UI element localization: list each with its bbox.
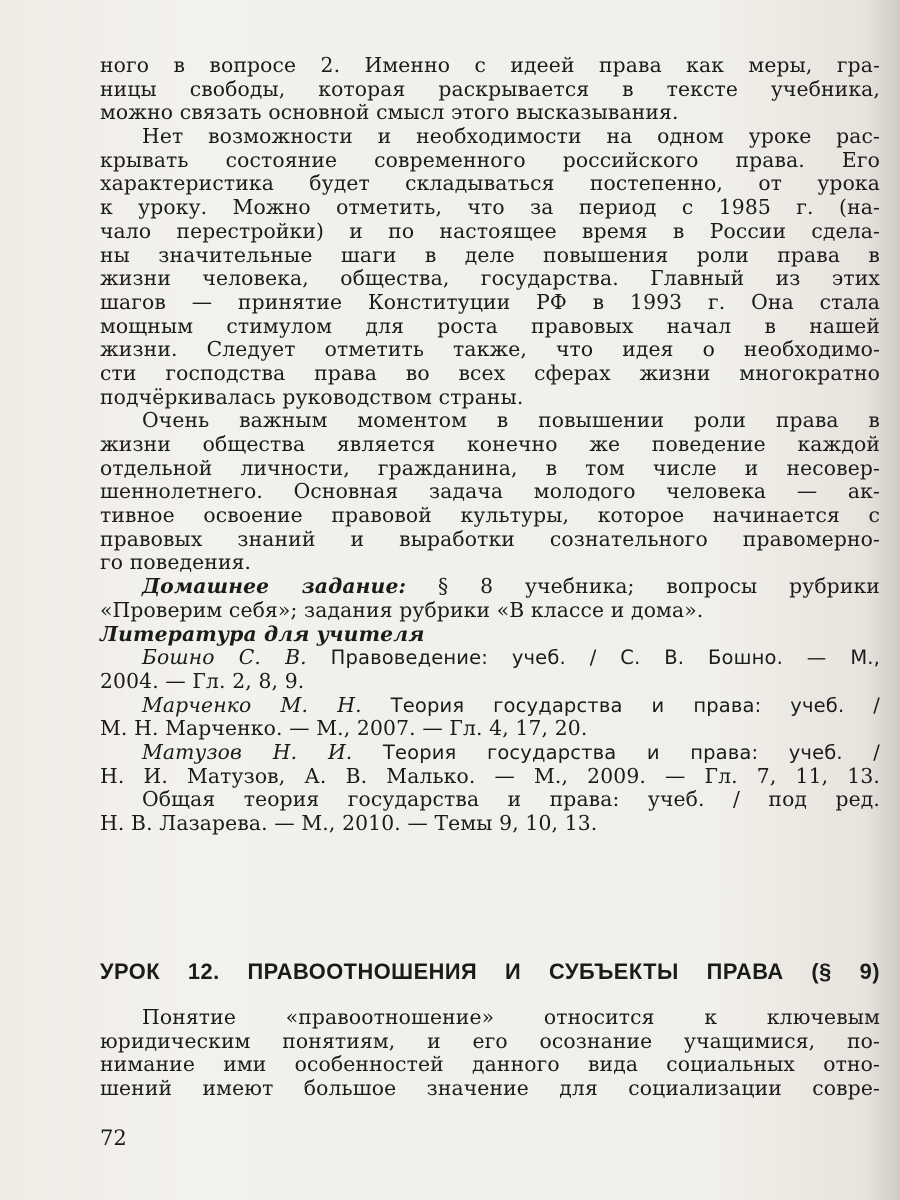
literature-title: Теория государства и права: учеб. / xyxy=(352,740,881,764)
homework-label: Домашнее задание: xyxy=(142,574,407,599)
text-line: отдельной личности, гражданина, в том числе и несовер- xyxy=(100,455,880,480)
text-line: мощным стимулом для роста правовых начал в нашей xyxy=(100,313,880,338)
text-line: шений имеют большое значение для социализации совре- xyxy=(100,1076,880,1101)
homework-line: «Проверим себя»; задания рубрики «В классе и дома». xyxy=(100,597,704,622)
text-line: характеристика будет складываться постепенно, от урока xyxy=(100,171,880,196)
homework-text: § 8 учебника; вопросы рубрики xyxy=(406,574,880,599)
literature-author: Марченко М. Н. xyxy=(142,692,362,717)
text-line: юридическим понятиям, и его осознание учащимися, по- xyxy=(100,1028,880,1053)
text-line: Очень важным моментом в повышении роли права в xyxy=(142,408,880,433)
text-line: тивное освоение правовой культуры, которое начинается с xyxy=(100,503,880,528)
literature-line xyxy=(100,741,880,765)
lesson-intro xyxy=(100,1006,880,1101)
text-line: Понятие «правоотношение» относится к ключевым xyxy=(142,1005,880,1029)
paragraph-2 xyxy=(100,125,880,409)
literature-heading-text: Литература для учителя xyxy=(100,621,425,646)
text-line: го поведения. xyxy=(100,550,252,575)
literature-item xyxy=(100,788,880,835)
literature-title: Правоведение: учеб. / С. В. Бошно. — М., xyxy=(306,646,880,670)
text-line: шагов — принятие Конституции РФ в 1993 г. Она стала xyxy=(100,289,880,314)
main-text xyxy=(100,54,880,836)
page-number: 72 xyxy=(100,1126,127,1150)
text-line: ны значительные шаги в деле повышения роли права в xyxy=(100,242,880,267)
literature-item xyxy=(100,741,880,788)
literature-line xyxy=(100,694,880,718)
paragraph-3 xyxy=(100,409,880,575)
literature-heading xyxy=(100,623,880,647)
literature-line: Н. В. Лазарева. — М., 2010. — Темы 9, 10, 13. xyxy=(100,811,598,835)
lesson-heading: УРОК 12. ПРАВООТНОШЕНИЯ И СУБЪЕКТЫ ПРАВА (§ 9) xyxy=(100,959,880,984)
paragraph-1 xyxy=(100,54,880,125)
text-line: правовых знаний и выработки сознательного правомерно- xyxy=(100,526,880,551)
text-line: жизни общества является конечно же поведение каждой xyxy=(100,432,880,456)
text-line: подчёркивалась руководством страны. xyxy=(100,384,524,409)
text-line: шеннолетнего. Основная задача молодого человека — ак- xyxy=(100,479,880,504)
text-line: Нет возможности и необходимости на одном уроке рас- xyxy=(142,124,880,149)
literature xyxy=(100,623,880,836)
text-line: чало перестройки) и по настоящее время в России сдела- xyxy=(100,218,880,243)
text-line: к уроку. Можно отметить, что за период с 1985 г. (на- xyxy=(100,195,880,220)
literature-line: 2004. — Гл. 2, 8, 9. xyxy=(100,668,305,693)
literature-item xyxy=(100,646,880,693)
literature-line: Общая теория государства и права: учеб. / под ред. xyxy=(142,787,880,812)
literature-line: М. Н. Марченко. — М., 2007. — Гл. 4, 17, 20. xyxy=(100,716,588,741)
literature-author: Бошно С. В. xyxy=(142,645,307,670)
text-line: сти господства права во всех сферах жизни многократно xyxy=(100,360,880,385)
text-line: нимание ими особенностей данного вида социальных отно- xyxy=(100,1052,880,1077)
literature-title: Теория государства и права: учеб. / xyxy=(361,693,881,717)
text-line: ницы свободы, которая раскрывается в тексте учебника, xyxy=(100,76,880,101)
literature-line: Н. И. Матузов, А. В. Малько. — М., 2009. — Гл. 7, 11, 13. xyxy=(100,763,880,788)
homework xyxy=(100,575,880,622)
literature-item xyxy=(100,694,880,741)
homework-line xyxy=(100,575,880,599)
text-line: крывать состояние современного российского права. Его xyxy=(100,147,880,172)
text-line: ного в вопросе 2. Именно с идеей права как меры, гра- xyxy=(100,53,880,77)
text-line: жизни. Следует отметить также, что идея о необходимо- xyxy=(100,337,880,362)
literature-author: Матузов Н. И. xyxy=(142,739,353,764)
text-line: можно связать основной смысл этого высказывания. xyxy=(100,100,679,125)
literature-line xyxy=(100,646,880,670)
text-line: жизни человека, общества, государства. Главный из этих xyxy=(100,266,880,291)
paragraph-4 xyxy=(100,1006,880,1101)
